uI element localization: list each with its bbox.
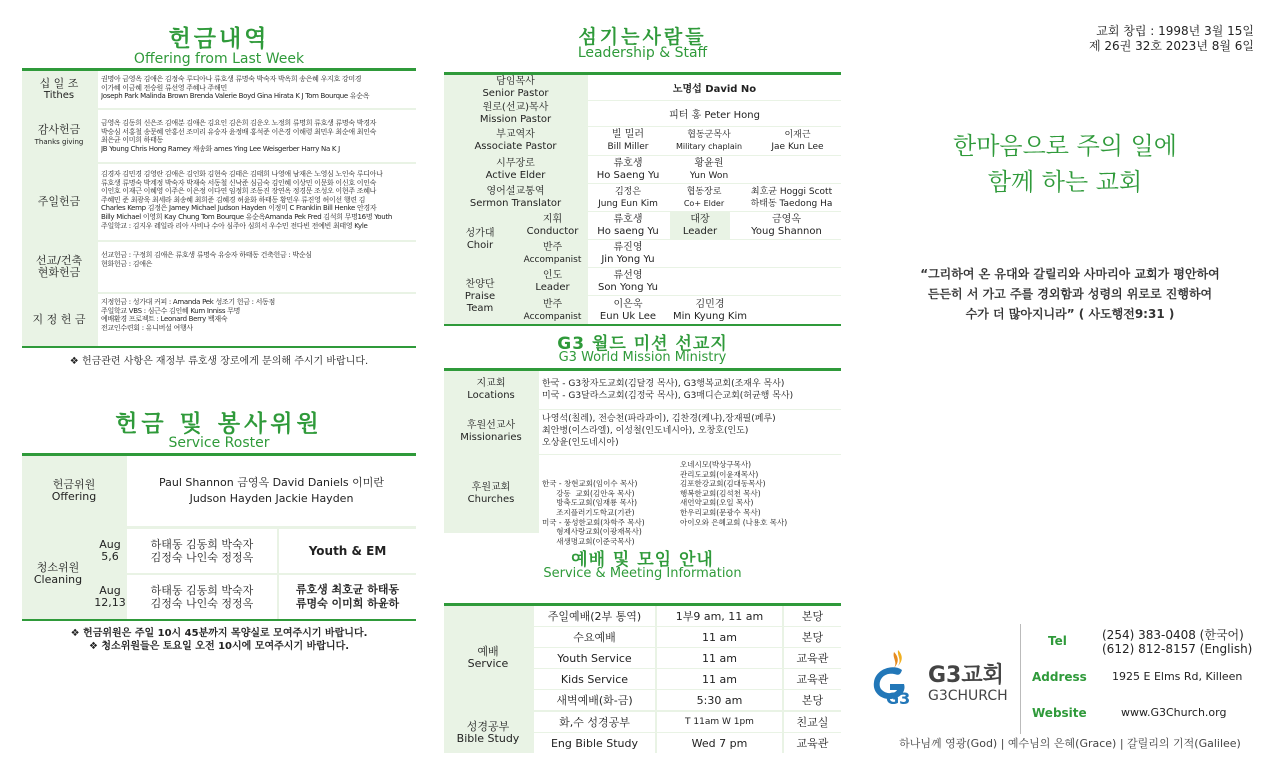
churches-col-1: 한국 - 창현교회(임이수 목사) 강동 교회(김안옥 목사) 방축도교회(임재룡 목사) 조지플러기도학교(기관) 미국 - 풍성한교회(차학주 목사) 형제사랑교회(이광재목사) 새생명교회(이준국목사) bbox=[542, 479, 645, 546]
missionaries-list: 나영석(칠레), 전승천(파라과이), 김찬경(케냐),장재필(페루) 최안병(이스라엘), 이성철(인도네시아), 오창호(인도) 오상윤(인도네시아) bbox=[539, 410, 841, 454]
cover-section bbox=[860, 0, 1280, 777]
active-elder-2: 황윤원 Yun Won bbox=[689, 157, 729, 181]
thanks-names: 금영옥 김동희 신은조 김애분 김애은 김요인 김은희 김운오 노정희 류명희 류호생 류명숙 박경자 박승심 서홍철 송문혜 안홍선 조미리 유승자 윤정배 홍석준 이은경 이해령 최민우 최순애 최인숙 최은균 이미희 하태동 JB Young Chris Hong Ramey 채송화 ames Ying Lee Weisgerber Harry Na K J bbox=[98, 110, 416, 162]
service-cell: Wed 7 pm bbox=[657, 733, 782, 753]
offering-title: 헌금내역 bbox=[168, 26, 270, 52]
mission-pastor-name: 피터 홍 Peter Hong bbox=[588, 101, 841, 126]
motto-line-1: 한마음으로 주의 일에 bbox=[953, 132, 1177, 160]
co-elder: 협동장로 Co+ Elder bbox=[683, 186, 725, 208]
volume-issue: 제 26권 32호 2023년 8월 6일 bbox=[1089, 39, 1254, 53]
contact-divider bbox=[1020, 624, 1021, 734]
designated-names: 지정헌금 : 성가대 커피 : Amanda Pek 성조기 헌금 : 서동점 주일학교 VBS : 심근수 김인혜 Kum Inniss 무명 예배환경 프로젝트 : Leonard Berry 백재숙 전교인수련회 : 유니버설 여행사 bbox=[98, 294, 416, 346]
conductor-name: 류호생 Ho saeng Yu bbox=[597, 213, 659, 237]
praise-accompanist-1: 이은욱 Eun Uk Lee bbox=[599, 298, 657, 322]
associate-pastor-label: 부교역자 Associate Pastor bbox=[474, 129, 557, 152]
locations-label: 지교회 Locations bbox=[467, 378, 515, 401]
service-cell: 교육관 bbox=[784, 733, 841, 753]
praise-leader-label: 인도 Leader bbox=[535, 269, 570, 293]
sermon-translator-label: 영어설교통역 Sermon Translator bbox=[469, 185, 562, 209]
offering-bottom-rule bbox=[22, 346, 416, 348]
mission-building-label: 선교/건축 현화헌금 bbox=[35, 254, 83, 279]
mission-title: G3 월드 미션 선교지 bbox=[557, 334, 728, 354]
churches-col-2: 오네시모(박상구목사) 관리도교회(이윤재목사) 김포한강교회(김대동목사) 행복한교회(김석천 목사) 새언약교회(오일 목사) 한우리교회(문광수 목사) 아이오와 은혜교회 (나용호 목사) bbox=[680, 460, 788, 527]
translator-1: 김정은 Jung Eun Kim bbox=[598, 186, 658, 209]
associate-pastor-2: 협동군목사 Military chaplain bbox=[675, 130, 743, 151]
mission-subtitle: G3 World Mission Ministry bbox=[558, 350, 727, 365]
service-subtitle: Service & Meeting Information bbox=[543, 566, 742, 581]
tel-english[interactable]: (612) 812-8157 (English) bbox=[1102, 642, 1253, 656]
svg-text:G3: G3 bbox=[886, 689, 911, 706]
offering-subtitle: Offering from Last Week bbox=[133, 51, 305, 67]
choir-leader-name: 금영옥 Youg Shannon bbox=[751, 213, 822, 237]
roster-title: 헌금 및 봉사위원 bbox=[115, 411, 323, 437]
active-elder-1: 류호생 Ho Saeng Yu bbox=[596, 157, 660, 181]
cleaning-group-1: Youth & EM bbox=[279, 529, 416, 573]
service-cell: 본당 bbox=[784, 690, 841, 710]
address-value: 1925 E Elms Rd, Killeen bbox=[1112, 670, 1243, 683]
service-cell: 1부9 am, 11 am bbox=[657, 606, 782, 626]
associate-pastor-1: 빌 밀러 Bill Miller bbox=[607, 129, 649, 152]
service-cell: Youth Service bbox=[534, 648, 655, 668]
service-cell: T 11am W 1pm bbox=[657, 712, 782, 732]
offering-note: ❖ 헌금관련 사항은 재정부 류호생 장로에게 문의해 주시기 바랍니다. bbox=[69, 356, 369, 367]
sunday-label: 주일헌금 bbox=[37, 195, 81, 208]
service-cell: 본당 bbox=[784, 627, 841, 647]
service-cell: 수요예배 bbox=[534, 627, 655, 647]
service-cell: 본당 bbox=[784, 606, 841, 626]
designated-label: 지 정 헌 금 bbox=[32, 313, 86, 326]
cleaning-group-2: 류호생 최호균 하태동 류명숙 이미희 하윤하 bbox=[279, 575, 416, 619]
service-cell: Kids Service bbox=[534, 669, 655, 689]
praise-accompanist-label: 반주 Accompanist bbox=[523, 298, 582, 322]
service-cell: 화,수 성경공부 bbox=[534, 712, 655, 732]
sunday-names: 김경자 김민경 김영란 김애은 김인화 김현숙 김태은 김태희 나영애 남재은 노영심 노인숙 루디아나 류호생 류명숙 박계정 박숙자 박재숙 서동철 신낙준 심금숙 김인혜 이상민 이문화 이신호 이인숙 이인호 이재근 이혜영 이주은 이은정 이다연 임정희 조동진 장연옥 정경문 조성오 이현주 조혜나 주혜민 준 최광욱 최세라 최송혜 최희준 김혜경 허윤화 하태동 황민우 류진영 허이선 행련 김 Charles Kemp 김정은 Jamey Michael Judson Hayden 이정미 C Franklin Bill Henke 안경자 Billy Michael 이영희 Kay Chung Tom Bourque 유순옥Amanda Pek Fred 김석희 무명16명 Youth 주일학교 : 김지우 레일라 리아 사비나 수아 심주아 심희서 우수민 전다빈 전예빈 최태영 Kyle bbox=[98, 164, 416, 240]
roster-section bbox=[22, 395, 416, 655]
logo-name-en: G3CHURCH bbox=[928, 688, 1008, 704]
verse-line-3: 수가 더 많아지니라” ( 사도행전9:31 ) bbox=[965, 307, 1175, 321]
website-link[interactable]: www.G3Church.org bbox=[1121, 706, 1227, 719]
praise-accompanist-2: 김민경 Min Kyung Kim bbox=[673, 298, 747, 322]
roster-bottom-rule bbox=[22, 619, 416, 621]
service-cell: 5:30 am bbox=[657, 690, 782, 710]
founded-date: 교회 창립 : 1998년 3월 15일 bbox=[1096, 24, 1254, 38]
leadership-subtitle: Leadership & Staff bbox=[577, 45, 708, 61]
service-section bbox=[444, 538, 841, 753]
roster-subtitle: Service Roster bbox=[168, 435, 270, 451]
date-aug-5-6: Aug 5,6 bbox=[99, 538, 121, 563]
choir-label: 성가대 Choir bbox=[465, 227, 495, 251]
mission-pastor-label: 원로(선교)목사 Mission Pastor bbox=[479, 101, 552, 125]
worship-label: 예배 Service bbox=[467, 645, 509, 670]
churches-label: 후원교회 Churches bbox=[467, 482, 515, 505]
tithes-names: 권명아 금영옥 김애은 김정숙 루디아나 류호생 류명숙 박숙자 박옥희 송은혜 우지호 강미경 이가혜 이금혜 전승원 류선영 주혜나 주해민 Joseph Park Malinda Brown Brenda Valerie Boyd Gina Hirata K J Tom Bourque 유순옥 bbox=[98, 71, 416, 108]
senior-pastor-label: 담임목사 Senior Pastor bbox=[482, 75, 549, 99]
choir-leader-label: 대장 Leader bbox=[670, 212, 730, 239]
service-cell: 주일예배(2부 통역) bbox=[534, 606, 655, 626]
service-cell: 11 am bbox=[657, 627, 782, 647]
offering-committee-label: 헌금위원 Offering bbox=[51, 478, 97, 503]
tel-label: Tel bbox=[1048, 634, 1067, 648]
roster-note-2: ❖ 청소위원들은 토요일 오전 10시에 모여주시기 바랍니다. bbox=[88, 641, 350, 652]
cleaning-label: 청소위원 Cleaning bbox=[33, 561, 83, 586]
bible-study-label: 성경공부 Bible Study bbox=[456, 719, 520, 745]
service-cell: 새벽예배(화-금) bbox=[534, 690, 655, 710]
roster-note-1: ❖ 헌금위원은 주일 10시 45분까지 목양실로 모여주시기 바랍니다. bbox=[70, 628, 368, 639]
service-cell: 교육관 bbox=[784, 669, 841, 689]
co-elder-names: 최호균 Hoggi Scott 하태동 Taedong Ha bbox=[750, 186, 833, 209]
service-cell: 친교실 bbox=[784, 712, 841, 732]
senior-pastor-name: 노명섭 David No bbox=[588, 75, 841, 100]
active-elder-label: 시무장로 Active Elder bbox=[485, 157, 546, 181]
mission-building-names: 선교헌금 : 구정희 김애은 류호생 류명숙 유승자 하태동 건축헌금 : 박순심 현화헌금 : 김애은 bbox=[98, 242, 416, 292]
leadership-title: 섬기는사람들 bbox=[578, 26, 707, 48]
offering-section bbox=[22, 0, 416, 370]
verse-line-1: “그리하여 온 유대와 갈릴리와 사마리아 교회가 평안하여 bbox=[920, 267, 1220, 281]
service-title: 예배 및 모임 안내 bbox=[571, 550, 714, 570]
offering-committee-names: Paul Shannon 금영옥 David Daniels 이미란 Judson Hayden Jackie Hayden bbox=[127, 456, 416, 526]
leadership-section bbox=[444, 0, 841, 330]
tagline: 하나님께 영광(God) | 예수님의 은혜(Grace) | 갈릴리의 기적(Galilee) bbox=[899, 737, 1241, 750]
accompanist-name: 류진영 Jin Yong Yu bbox=[601, 241, 655, 265]
cleaning-names-1: 하태동 김동희 박숙자 김정숙 나인숙 정정옥 bbox=[127, 529, 277, 573]
verse-line-2: 든든히 서 가고 주를 경외함과 성령의 위로로 진행하여 bbox=[927, 287, 1213, 301]
mission-section bbox=[444, 326, 841, 546]
locations-list: 한국 - G3창자도교회(김달경 목사), G3행복교회(조재우 목사) 미국 - G3달라스교회(김정국 목사), G3매디슨교회(허균행 목사) bbox=[539, 371, 841, 409]
associate-pastor-3: 이재근 Jae Kun Lee bbox=[771, 130, 824, 152]
website-label: Website bbox=[1032, 706, 1087, 720]
address-label: Address bbox=[1032, 670, 1087, 684]
service-cell: 교육관 bbox=[784, 648, 841, 668]
logo-name-ko: G3교회 bbox=[928, 663, 1004, 688]
tel-korean: (254) 383-0408 (한국어) bbox=[1102, 628, 1244, 642]
date-aug-12-13: Aug 12,13 bbox=[94, 584, 126, 609]
church-logo-icon bbox=[864, 648, 916, 706]
motto-line-2: 함께 하는 교회 bbox=[987, 168, 1143, 196]
accompanist-label: 반주 Accompanist bbox=[523, 241, 582, 265]
thanks-label: 감사헌금 Thanks giving bbox=[34, 123, 84, 146]
praise-leader-name: 류선영 Son Yong Yu bbox=[597, 269, 659, 293]
conductor-label: 지휘 Conductor bbox=[526, 213, 579, 237]
praise-team-label: 찬양단 Praise Team bbox=[464, 278, 496, 314]
cleaning-names-2: 하태동 김동희 박숙자 김정숙 나인숙 정정옥 bbox=[127, 575, 277, 619]
service-cell: 11 am bbox=[657, 648, 782, 668]
tithes-label: 십 일 조 Tithes bbox=[39, 76, 79, 101]
missionaries-label: 후원선교사 Missionaries bbox=[460, 420, 522, 443]
service-cell: Eng Bible Study bbox=[534, 733, 655, 753]
service-cell: 11 am bbox=[657, 669, 782, 689]
